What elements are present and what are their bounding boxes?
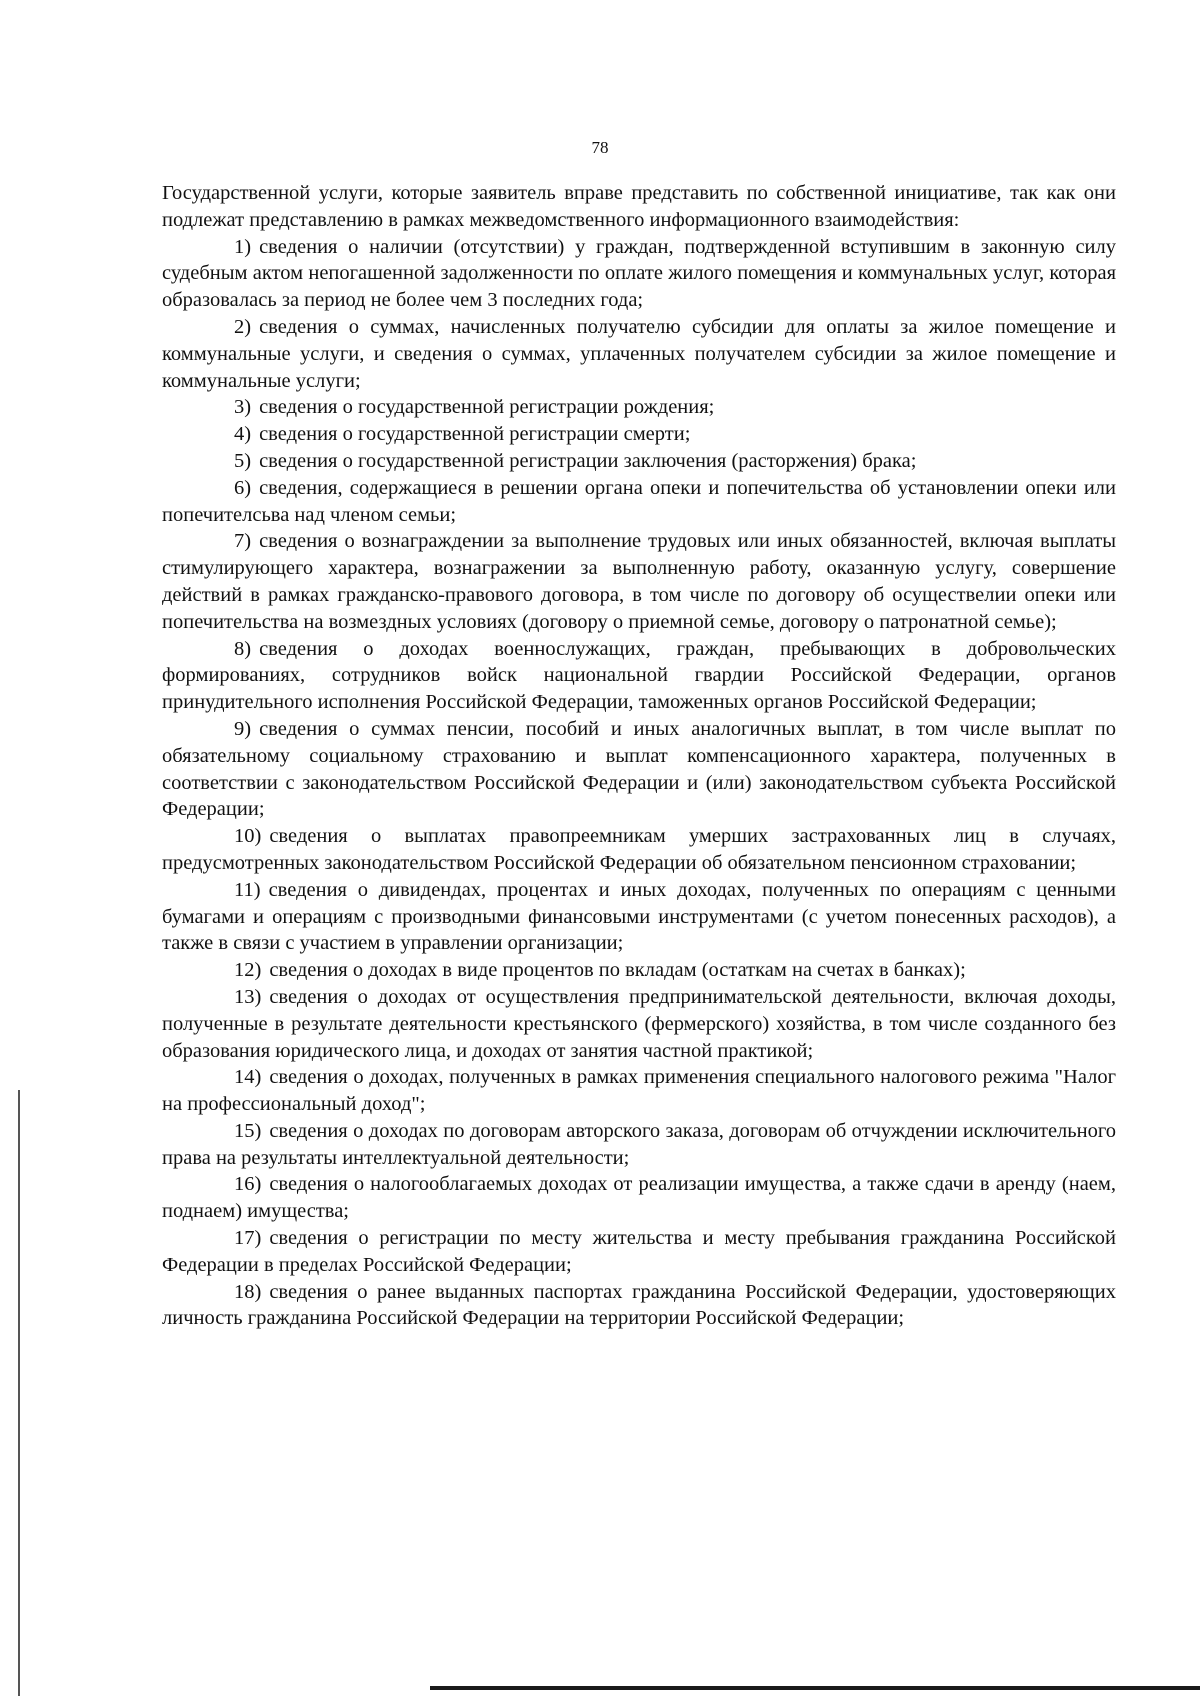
list-item (162, 716, 1116, 823)
item-number: 11) (234, 878, 261, 901)
item-number: 6) (234, 476, 252, 499)
list-item (162, 823, 1116, 877)
item-number: 10) (234, 825, 262, 848)
list-item (162, 475, 1116, 529)
item-text: сведения о наличии (отсутствии) у граждан, подтвержденной вступившим в законную силу судебным актом непогашенной задолженности по оплате жилого помещения и коммунальных услуг, которая образовалась за период не более чем 3 последних года; (162, 235, 1116, 312)
document-body (162, 180, 1116, 1332)
list-item (162, 957, 1116, 984)
item-text: сведения о налогооблагаемых доходах от реализации имущества, а также сдачи в аренду (наем, поднаем) имущества; (162, 1173, 1116, 1223)
item-number: 5) (234, 449, 252, 472)
item-number: 17) (234, 1227, 262, 1250)
list-item (162, 1064, 1116, 1118)
item-number: 9) (234, 717, 252, 740)
scan-bottom-edge (430, 1686, 1200, 1690)
item-number: 15) (234, 1119, 262, 1142)
list-item (162, 877, 1116, 957)
item-text: сведения о доходах в виде процентов по вкладам (остаткам на счетах в банках); (269, 959, 966, 982)
item-number: 18) (234, 1280, 262, 1303)
item-number: 12) (234, 959, 262, 982)
item-text: сведения о государственной регистрации рождения; (259, 396, 715, 419)
item-text: сведения о доходах по договорам авторского заказа, договорам об отчуждении исключительного права на результаты интеллектуальной деятельности; (162, 1119, 1116, 1169)
page-number: 78 (591, 138, 609, 157)
item-number: 14) (234, 1066, 262, 1089)
list-item (162, 984, 1116, 1064)
item-number: 7) (234, 530, 252, 553)
list-item (162, 448, 1116, 475)
item-number: 4) (234, 423, 252, 446)
item-number: 16) (234, 1173, 262, 1196)
item-text: сведения, содержащиеся в решении органа опеки и попечительства об установлении опеки или попечителсьва над членом семьи; (162, 476, 1116, 526)
list-item (162, 528, 1116, 635)
list-item (162, 636, 1116, 716)
item-text: сведения о суммах пенсии, пособий и иных аналогичных выплат, в том числе выплат по обязательному социальному страхованию и выплат компенсационного характера, полученных в соответствии с законодательством Российской Федерации и (или) законодательством субъекта Российской Федерации; (162, 717, 1116, 821)
item-number: 8) (234, 637, 252, 660)
item-number: 3) (234, 396, 252, 419)
item-text: сведения о выплатах правопреемникам умерших застрахованных лиц в случаях, предусмотренных законодательством Российской Федерации об обязательном пенсионном страховании; (162, 825, 1116, 874)
item-text: сведения о доходах военнослужащих, граждан, пребывающих в добровольческих формированиях, сотрудников войск национальной гвардии Российской Федерации, органов принудительного исполнения Российской Федерации, таможенных органов Российской Федерации; (162, 637, 1116, 714)
item-number: 13) (234, 985, 262, 1008)
item-text: сведения о доходах от осуществления предпринимательской деятельности, включая доходы, полученные в результате деятельности крестьянского (фермерского) хозяйства, в том числе созданного без образования юридического лица, и доходах от занятия частной практикой; (162, 985, 1116, 1062)
scan-left-edge (18, 1090, 20, 1696)
intro-paragraph: Государственной услуги, которые заявитель вправе представить по собственной инициативе, так как они подлежат представлению в рамках межведомственного информационного взаимодействия: (162, 182, 1116, 231)
item-text: сведения о суммах, начисленных получателю субсидии для оплаты за жилое помещение и коммунальные услуги, и сведения о суммах, уплаченных получателем субсидии за жилое помещение и коммунальные услуги; (162, 315, 1116, 392)
item-text: сведения о дивидендах, процентах и иных доходах, полученных по операциям с ценными бумагами и операциям с производными финансовыми инструментами (с учетом понесенных расходов), а также в связи с участием в управлении организации; (162, 878, 1116, 955)
item-text: сведения о доходах, полученных в рамках применения специального налогового режима "Налог на профессиональный доход"; (162, 1066, 1116, 1116)
list-item (162, 1279, 1116, 1333)
list-item (162, 1118, 1116, 1172)
list-item (162, 394, 1116, 421)
list-item (162, 314, 1116, 394)
item-text: сведения о регистрации по месту жительства и месту пребывания гражданина Российской Федерации в пределах Российской Федерации; (162, 1227, 1116, 1276)
item-text: сведения о государственной регистрации заключения (расторжения) брака; (259, 449, 917, 472)
item-number: 2) (234, 315, 252, 338)
item-text: сведения о государственной регистрации смерти; (259, 423, 691, 446)
list-item (162, 421, 1116, 448)
list-item (162, 234, 1116, 314)
item-text: сведения о вознаграждении за выполнение трудовых или иных обязанностей, включая выплаты стимулирующего характера, вознагражении за выполненную работу, оказанную услугу, совершение действий в рамках гражданско-правового договора, в том числе по договору об осуществелии опеки или попечительства на возмездных условиях (договору о приемной семье, договору о патронатной семье); (162, 530, 1116, 633)
list-item (162, 1171, 1116, 1225)
list-item (162, 1225, 1116, 1279)
item-number: 1) (234, 235, 252, 258)
item-text: сведения о ранее выданных паспортах гражданина Российской Федерации, удостоверяющих личность гражданина Российской Федерации на территории Российской Федерации; (162, 1280, 1116, 1330)
